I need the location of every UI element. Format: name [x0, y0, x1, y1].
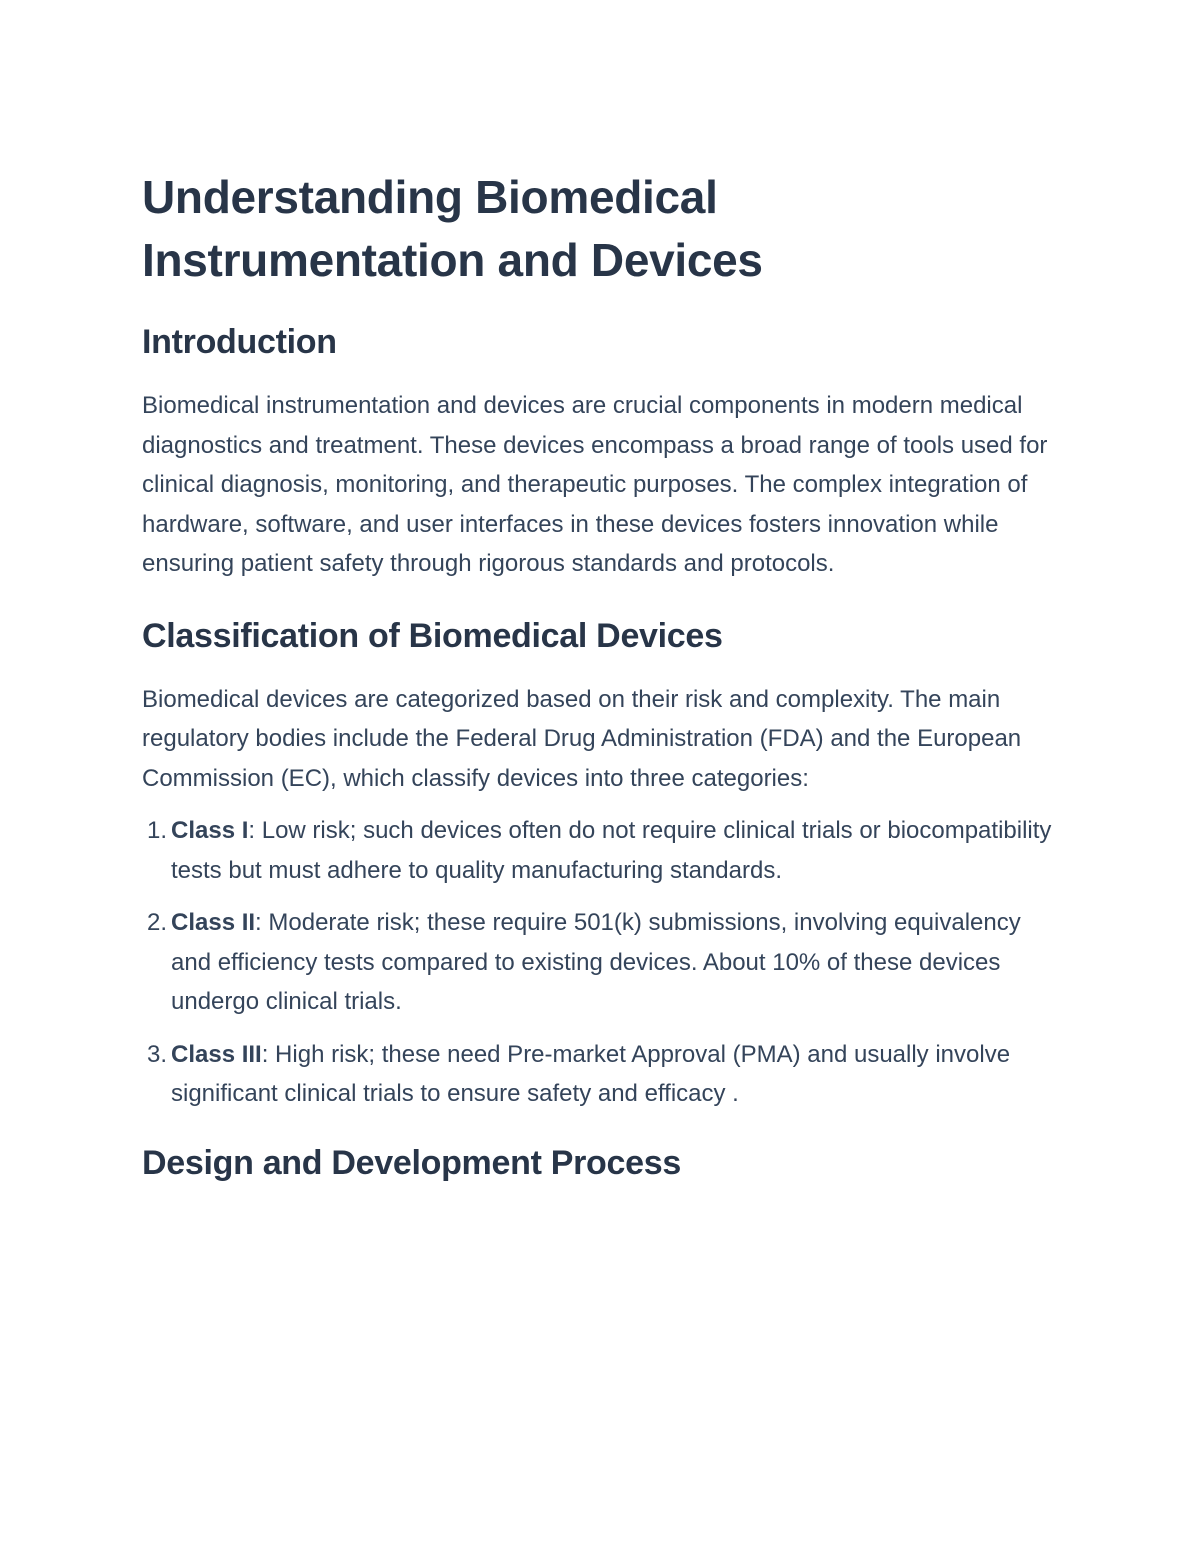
list-item-text: : High risk; these need Pre-market Approval (PMA) and usually involve significant clinical trials to ensure safety and efficacy .: [171, 1040, 1011, 1107]
section-heading-design: Design and Development Process: [142, 1143, 681, 1182]
introduction-paragraph: Biomedical instrumentation and devices are crucial components in modern medical diagnostics and treatment. These devices encompass a broad range of tools used for clinical diagnosis, monitoring, and therapeutic purposes. The complex integration of hardware, software, and user interfaces in these devices fosters innovation while ensuring patient safety through rigorous standards and protocols.: [142, 392, 1048, 577]
list-item-number: 1.: [146, 817, 167, 844]
list-item-class-3: [142, 1035, 1062, 1114]
device-class-list: [142, 811, 1062, 1114]
document-page: [142, 166, 1062, 1185]
section-heading-classification: Classification of Biomedical Devices: [142, 616, 723, 655]
list-item-number: 3.: [146, 1040, 167, 1068]
list-item-term: Class II: [171, 909, 256, 936]
document-title: Understanding Biomedical Instrumentation and Devices: [142, 171, 763, 286]
list-item-class-1: [142, 811, 1062, 890]
section-heading-introduction: Introduction: [142, 323, 337, 361]
list-item-text: : Low risk; such devices often do not require clinical trials or biocompatibility tests but must adhere to quality manufacturing standards.: [171, 817, 1052, 884]
list-item-number: 2.: [146, 909, 167, 936]
list-item-text: : Moderate risk; these require 501(k) submissions, involving equivalency and efficiency tests compared to existing devices. About 10% of these devices undergo clinical trials.: [171, 909, 1021, 1015]
list-item-class-2: [142, 903, 1062, 1022]
classification-paragraph: Biomedical devices are categorized based on their risk and complexity. The main regulatory bodies include the Federal Drug Administration (FDA) and the European Commission (EC), which classify devices into three categories:: [142, 685, 1022, 792]
list-item-term: Class III: [171, 1040, 262, 1068]
list-item-term: Class I: [171, 817, 249, 844]
